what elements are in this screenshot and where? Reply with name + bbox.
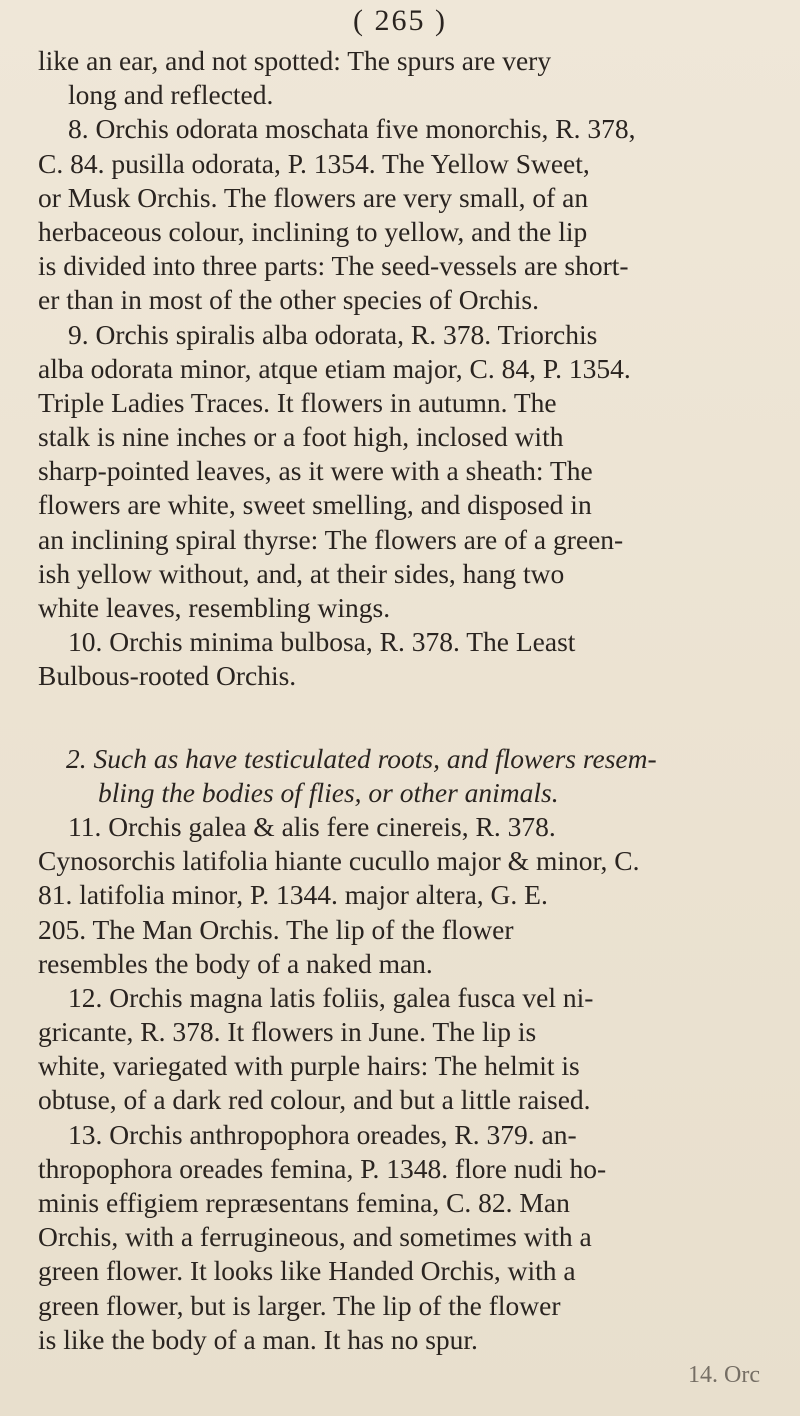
text-line: 9. Orchis spiralis alba odorata, R. 378. Triorchis [68,318,598,350]
page-text [38,44,778,1357]
text-line: is divided into three parts: The seed-vessels are short- [38,250,629,282]
text-line: thropophora oreades femina, P. 1348. flore nudi ho- [38,1152,607,1184]
text-line: 10. Orchis minima bulbosa, R. 378. The Least [68,626,576,658]
text-line: 205. The Man Orchis. The lip of the flower [38,913,514,945]
text-line: Bulbous-rooted Orchis. [38,660,297,692]
text-line: white, variegated with purple hairs: The helmit is [38,1050,580,1082]
catchword-text: 14. Orc [688,1362,760,1388]
text-line: stalk is nine inches or a foot high, inclosed with [38,421,564,453]
text-line: green flower. It looks like Handed Orchis, with a [38,1255,576,1287]
text-line: 11. Orchis galea & alis fere cinereis, R. 378. [68,810,556,842]
text-line: C. 84. pusilla odorata, P. 1354. The Yellow Sweet, [38,147,590,179]
text-line: resembles the body of a naked man. [38,947,433,979]
text-line: Cynosorchis latifolia hiante cucullo major & minor, C. [38,845,640,877]
text-line: 8. Orchis odorata moschata five monorchis, R. 378, [68,113,636,145]
text-line: Orchis, with a ferrugineous, and sometimes with a [38,1221,592,1253]
text-line: gricante, R. 378. It flowers in June. The lip is [38,1016,537,1048]
text-line: 12. Orchis magna latis foliis, galea fusca vel ni- [68,981,594,1013]
text-line: green flower, but is larger. The lip of the flower [38,1289,561,1321]
text-line: 81. latifolia minor, P. 1344. major altera, G. E. [38,879,548,911]
text-line: minis effigiem repræsentans femina, C. 82. Man [38,1187,570,1218]
page-number: ( 265 ) [353,4,447,37]
text-line: sharp-pointed leaves, as it were with a sheath: The [38,455,593,487]
text-line: Triple Ladies Traces. It flowers in autumn. The [38,386,557,418]
text-line: an inclining spiral thyrse: The flowers are of a green- [38,523,624,555]
text-line: long and reflected. [68,79,274,111]
text-line: white leaves, resembling wings. [38,592,391,623]
text-line: er than in most of the other species of Orchis. [38,284,539,316]
text-line: flowers are white, sweet smelling, and disposed in [38,489,592,521]
section-heading: bling the bodies of flies, or other animals. [98,776,559,808]
text-line: obtuse, of a dark red colour, and but a little raised. [38,1084,591,1116]
section-heading: 2. Such as have testiculated roots, and flowers resem- [66,742,657,774]
text-line: alba odorata minor, atque etiam major, C. 84, P. 1354. [38,352,631,384]
text-line: 13. Orchis anthropophora oreades, R. 379. an- [68,1118,577,1150]
text-line: or Musk Orchis. The flowers are very small, of an [38,181,589,213]
catchword [60,1362,760,1389]
text-line: like an ear, and not spotted: The spurs are very [38,45,552,76]
text-line: ish yellow without, and, at their sides, hang two [38,557,565,589]
text-line: herbaceous colour, inclining to yellow, and the lip [38,215,588,247]
section-gap [38,694,778,742]
text-line: is like the body of a man. It has no spur. [38,1323,478,1355]
